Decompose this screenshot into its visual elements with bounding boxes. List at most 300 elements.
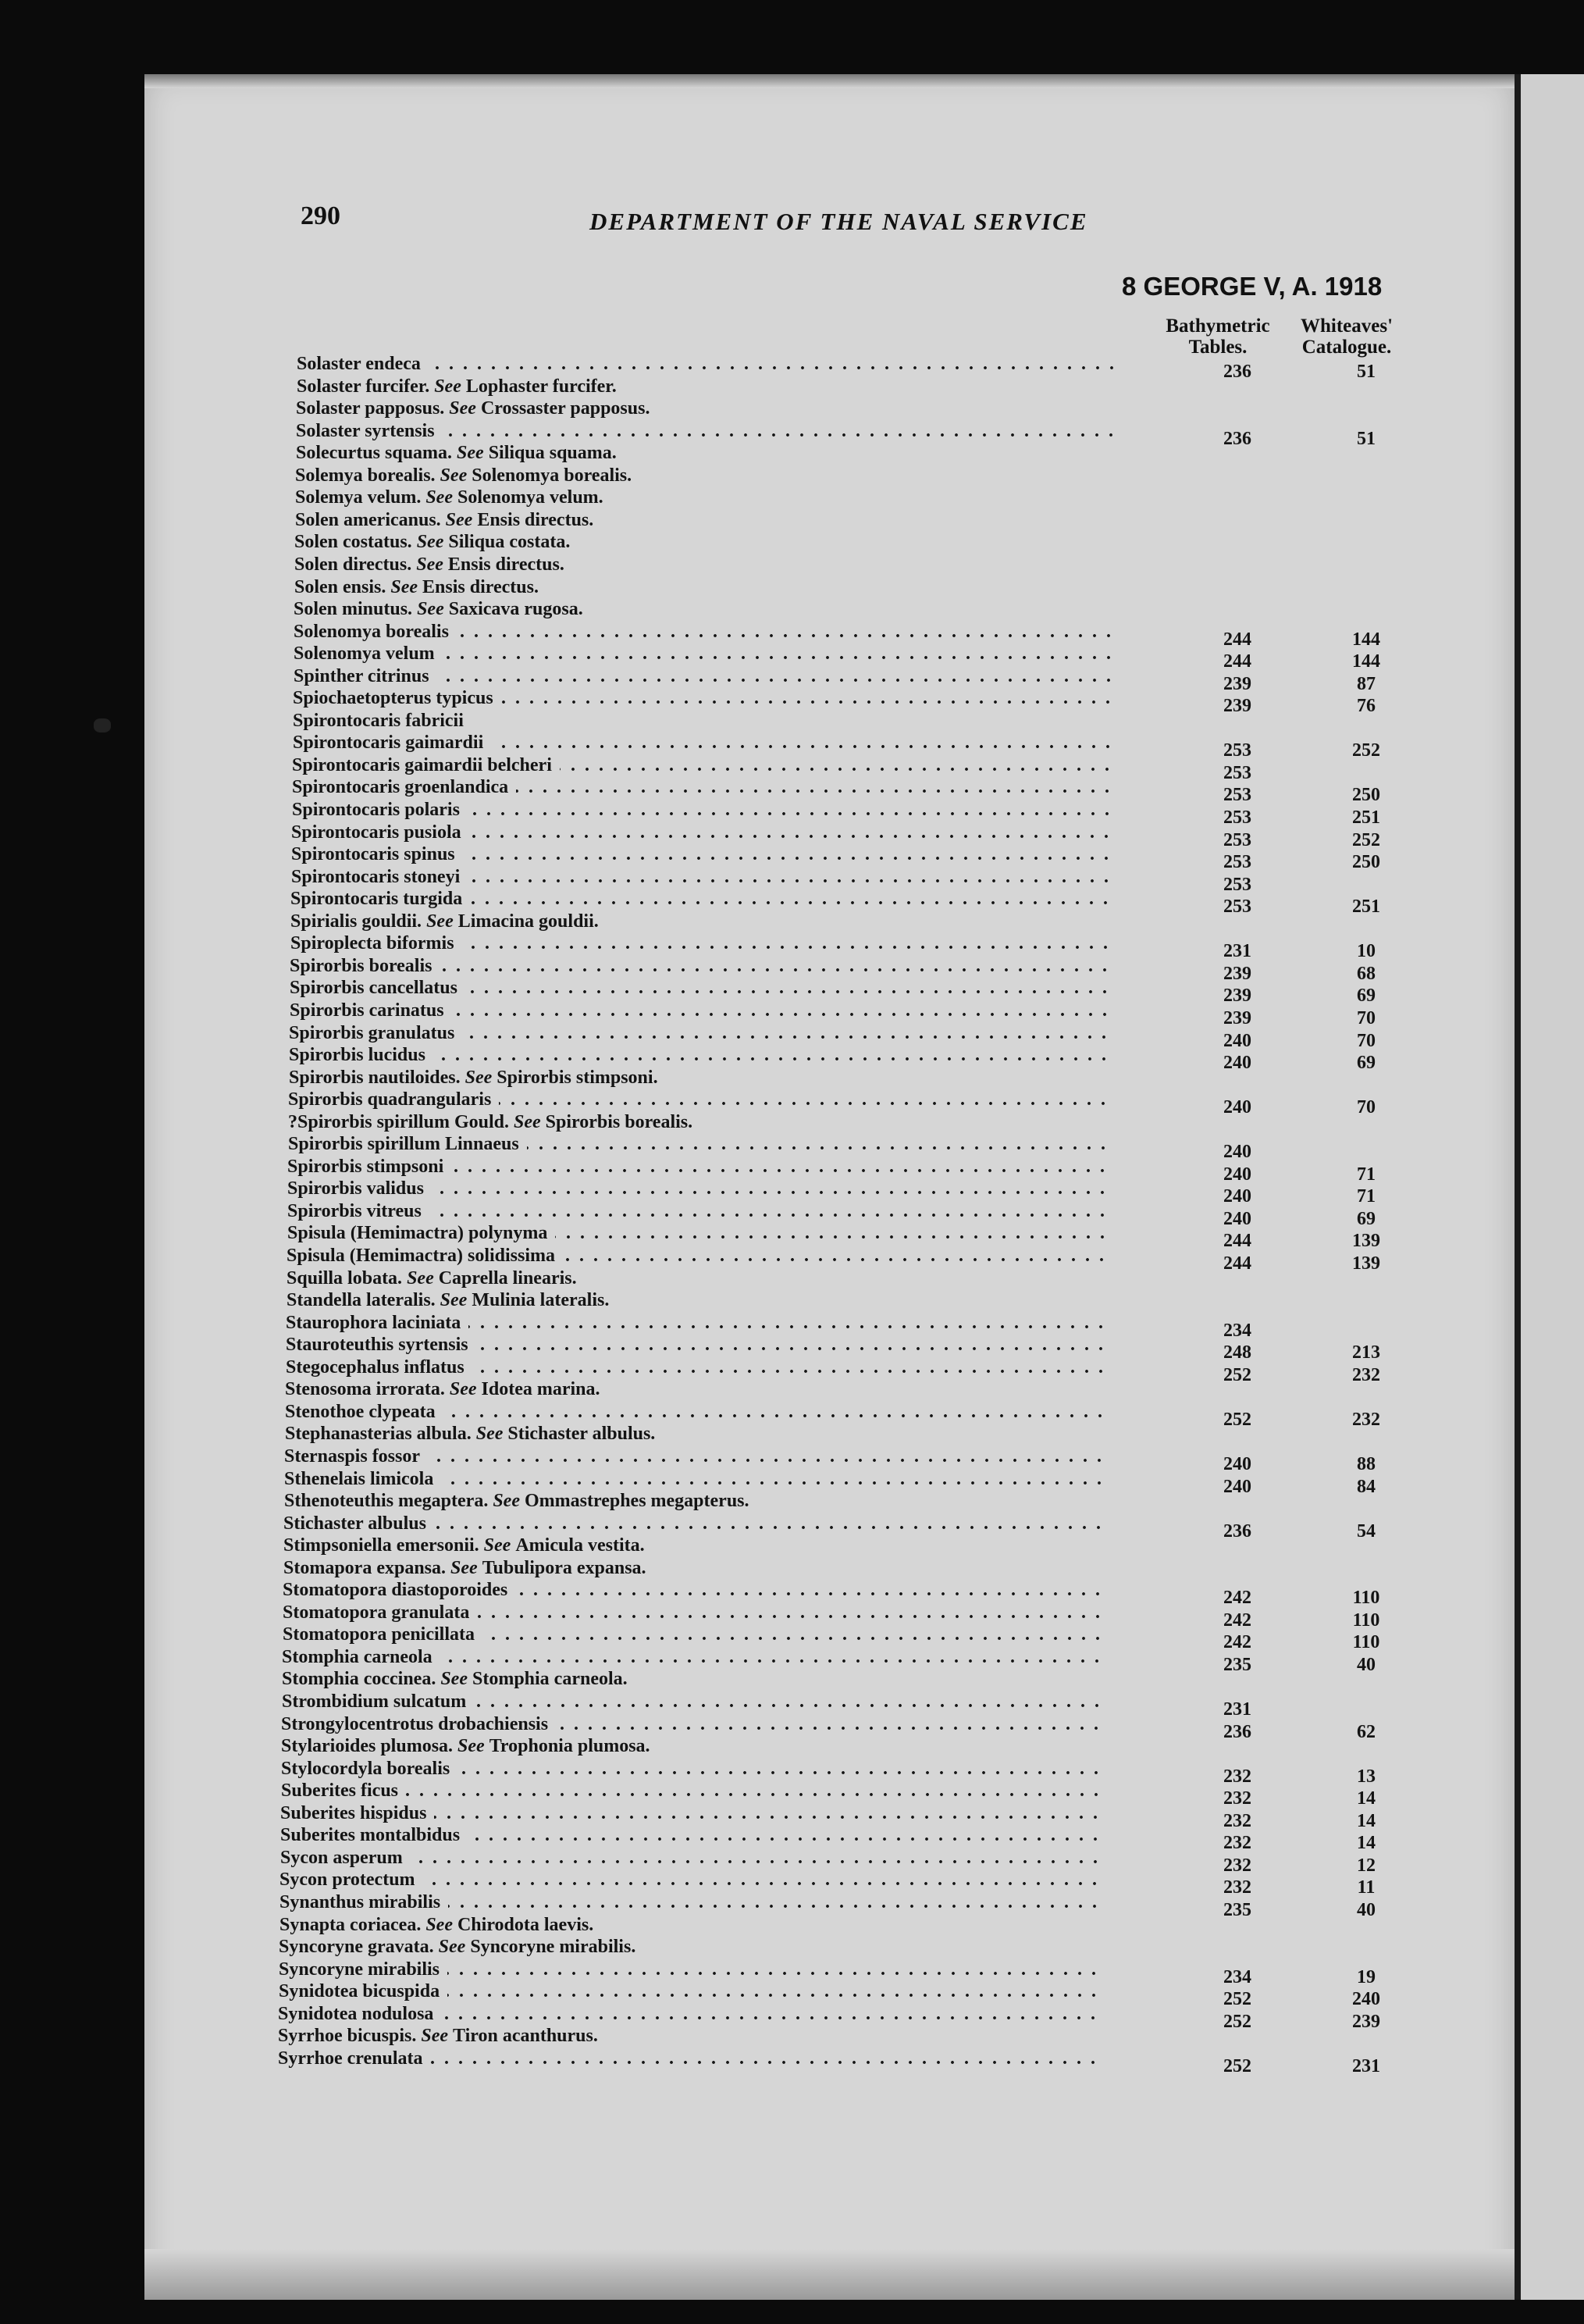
- index-entry: [287, 1178, 1458, 1207]
- bathymetric-table-page: 240: [1223, 1453, 1251, 1474]
- bathymetric-table-page: 232: [1223, 1788, 1251, 1809]
- index-entry: [278, 2003, 1449, 2032]
- entry-name: Sthenelais limicola: [284, 1468, 441, 1490]
- whiteaves-catalogue-page: 13: [1357, 1766, 1376, 1787]
- index-entry: [285, 1378, 1456, 1400]
- whiteaves-catalogue-page: 54: [1357, 1520, 1376, 1542]
- whiteaves-catalogue-page: 14: [1357, 1810, 1376, 1831]
- whiteaves-catalogue-page: 139: [1352, 1231, 1380, 1252]
- bathymetric-table-page: 253: [1223, 807, 1251, 828]
- index-entry: [295, 465, 1466, 487]
- column-header-line: Tables.: [1188, 337, 1248, 358]
- index-entry: [283, 1602, 1454, 1631]
- entry-name: Synanthus mirabilis: [279, 1891, 448, 1913]
- see-reference-target: Ensis directus.: [422, 576, 539, 597]
- see-reference-label: See: [411, 532, 449, 553]
- index-entry: [292, 776, 1463, 806]
- entry-name: Spirialis gouldii. See Limacina gouldii.: [290, 911, 599, 932]
- whiteaves-catalogue-page: 62: [1357, 1721, 1376, 1742]
- whiteaves-catalogue-page: 251: [1352, 807, 1380, 828]
- index-entry: [279, 1869, 1451, 1898]
- bathymetric-table-page: 236: [1223, 428, 1251, 449]
- whiteaves-catalogue-page: 76: [1357, 696, 1376, 717]
- bathymetric-table-page: 239: [1223, 986, 1251, 1007]
- entry-name: Solenomya borealis: [294, 621, 457, 643]
- index-entry: [296, 397, 1467, 419]
- index-entry: [297, 376, 1468, 397]
- entry-name: Sthenoteuthis megaptera. See Ommastrephes megapterus.: [284, 1491, 749, 1512]
- entry-name: Spirontocaris groenlandica: [292, 776, 516, 798]
- whiteaves-catalogue-page: 139: [1352, 1253, 1380, 1274]
- see-reference-target: Caprella linearis.: [438, 1267, 577, 1289]
- bathymetric-table-page: 232: [1223, 1766, 1251, 1787]
- entry-name: Spirontocaris turgida: [290, 888, 470, 910]
- bathymetric-table-page: 244: [1223, 1253, 1251, 1274]
- bathymetric-table-page: 232: [1223, 1855, 1251, 1876]
- bathymetric-table-page: 244: [1223, 629, 1251, 650]
- running-head: DEPARTMENT OF THE NAVAL SERVICE: [589, 208, 1088, 235]
- see-reference-label: See: [479, 1535, 516, 1556]
- whiteaves-catalogue-page: 110: [1352, 1609, 1380, 1631]
- bathymetric-table-page: 253: [1223, 785, 1251, 806]
- index-entry: [286, 1334, 1457, 1363]
- see-reference-target: Limacina gouldii.: [457, 911, 599, 932]
- bathymetric-table-page: 240: [1223, 1208, 1251, 1229]
- index-entry: [294, 531, 1465, 553]
- entry-name: Stomatopora granulata: [283, 1602, 477, 1624]
- entry-name: Spirontocaris polaris: [292, 799, 468, 821]
- bathymetric-table-page: 244: [1223, 1231, 1251, 1252]
- index-entry: [295, 487, 1466, 508]
- entry-name: Spirorbis vitreus: [287, 1200, 429, 1222]
- whiteaves-catalogue-page: 70: [1357, 1097, 1376, 1118]
- entry-name: Stenothoe clypeata: [285, 1401, 443, 1423]
- bathymetric-table-page: 236: [1223, 1520, 1251, 1542]
- entry-name: Spiochaetopterus typicus: [293, 687, 501, 709]
- bathymetric-table-page: 252: [1223, 1364, 1251, 1385]
- whiteaves-catalogue-page: 213: [1352, 1342, 1380, 1363]
- bathymetric-table-page: 253: [1223, 762, 1251, 783]
- index-entry: [282, 1668, 1453, 1690]
- index-entry: [290, 888, 1461, 918]
- index-entry: [278, 2048, 1449, 2076]
- see-reference-label: See: [440, 509, 478, 530]
- index-entry: [287, 1289, 1458, 1311]
- entry-name: Suberites hispidus: [280, 1802, 434, 1824]
- entry-name: Spirontocaris gaimardii belcheri: [292, 754, 560, 776]
- entry-name: Solen minutus. See Saxicava rugosa.: [294, 599, 583, 620]
- bathymetric-table-page: 234: [1223, 1320, 1251, 1341]
- bathymetric-table-page: 252: [1223, 1409, 1251, 1430]
- whiteaves-catalogue-page: 144: [1352, 629, 1380, 650]
- bathymetric-table-page: 253: [1223, 852, 1251, 873]
- see-reference-label: See: [452, 443, 489, 464]
- see-reference-target: Syncoryne mirabilis.: [470, 1937, 636, 1958]
- whiteaves-catalogue-page: 110: [1352, 1588, 1380, 1609]
- see-reference-target: Ensis directus.: [447, 554, 564, 575]
- index-entry: [290, 955, 1461, 984]
- see-reference-target: Siliqua squama.: [488, 443, 617, 464]
- index-entry: [281, 1758, 1452, 1787]
- entry-name: Solaster endeca: [297, 353, 429, 375]
- entry-name: Spirontocaris stoneyi: [291, 866, 468, 888]
- whiteaves-catalogue-page: 68: [1357, 963, 1376, 984]
- bathymetric-table-page: 239: [1223, 963, 1251, 984]
- whiteaves-catalogue-page: 252: [1352, 740, 1380, 761]
- see-reference-target: Siliqua costata.: [448, 532, 571, 553]
- see-reference-label: See: [446, 1557, 482, 1578]
- see-reference-target: Amicula vestita.: [515, 1535, 645, 1556]
- session-label: 8 GEORGE V, A. 1918: [1122, 272, 1383, 301]
- index-entry: [290, 911, 1461, 932]
- bathymetric-table-page: 232: [1223, 1810, 1251, 1831]
- entry-name: Solen costatus. See Siliqua costata.: [294, 532, 571, 553]
- bathymetric-table-page: 253: [1223, 896, 1251, 918]
- index-entry: [294, 665, 1465, 694]
- see-reference-label: See: [421, 1914, 457, 1935]
- index-entry: [291, 866, 1462, 895]
- see-reference-label: See: [416, 2026, 454, 2047]
- page-bottom-edge: [144, 2249, 1515, 2300]
- whiteaves-catalogue-page: 51: [1357, 428, 1376, 449]
- entry-name: Squilla lobata. See Caprella linearis.: [287, 1267, 577, 1289]
- entry-name: Solemya velum. See Solenomya velum.: [295, 487, 603, 508]
- index-entry: [288, 1089, 1459, 1118]
- see-reference-label: See: [436, 1669, 472, 1690]
- see-reference-target: Ommastrephes megapterus.: [524, 1491, 749, 1512]
- index-entry: [287, 1267, 1458, 1289]
- entry-name: Solen ensis. See Ensis directus.: [294, 576, 539, 597]
- index-entry: [281, 1735, 1452, 1757]
- index-entry: [280, 1824, 1451, 1854]
- bathymetric-table-page: 240: [1223, 1030, 1251, 1051]
- entry-name: Sternaspis fossor: [284, 1445, 428, 1467]
- whiteaves-catalogue-page: 14: [1357, 1833, 1376, 1854]
- bathymetric-table-page: 248: [1223, 1342, 1251, 1363]
- index-entry: [288, 1111, 1459, 1133]
- whiteaves-catalogue-page: 232: [1352, 1409, 1380, 1430]
- index-entry: [282, 1691, 1453, 1720]
- bathymetric-table-page: 240: [1223, 1476, 1251, 1497]
- index-entry: [290, 977, 1461, 1007]
- see-reference-target: Spirorbis borealis.: [545, 1111, 693, 1132]
- see-reference-target: Stomphia carneola.: [472, 1669, 628, 1690]
- entry-name: Spirorbis quadrangularis: [288, 1089, 499, 1110]
- column-header-line: Catalogue.: [1301, 337, 1392, 358]
- next-page-edge: [1521, 74, 1584, 2300]
- column-header-line: Bathymetric: [1166, 315, 1270, 337]
- see-reference-label: See: [471, 1424, 508, 1445]
- whiteaves-catalogue-page: 40: [1357, 1899, 1376, 1920]
- index-entry: [294, 643, 1465, 672]
- whiteaves-catalogue-page: 19: [1357, 1966, 1376, 1987]
- see-reference-target: Solenomya velum.: [457, 487, 603, 508]
- see-reference-label: See: [444, 398, 481, 419]
- scan-mark: [94, 718, 111, 732]
- see-reference-target: Idotea marina.: [481, 1379, 600, 1400]
- entry-name: Stephanasterias albula. See Stichaster albulus.: [285, 1424, 656, 1445]
- index-entry: [295, 509, 1466, 531]
- bathymetric-table-page: 252: [1223, 1989, 1251, 2010]
- bathymetric-table-page: 239: [1223, 696, 1251, 717]
- entry-name: Synidotea bicuspida: [279, 1980, 447, 2002]
- index-entry: [279, 1891, 1451, 1920]
- whiteaves-catalogue-page: 252: [1352, 829, 1380, 850]
- index-entry: [283, 1557, 1454, 1579]
- index-entry: [294, 621, 1465, 650]
- entry-name: Solen americanus. See Ensis directus.: [295, 509, 594, 530]
- see-reference-label: See: [444, 1379, 482, 1400]
- entry-name: Spirorbis stimpsoni: [287, 1156, 451, 1178]
- index-entry: [279, 1980, 1450, 2010]
- see-reference-target: Stichaster albulus.: [507, 1424, 656, 1445]
- entry-name: Suberites montalbidus: [280, 1824, 468, 1846]
- entry-name: Stomapora expansa. See Tubulipora expansa.: [283, 1557, 646, 1578]
- whiteaves-catalogue-page: 51: [1357, 362, 1376, 382]
- index-entry: [284, 1490, 1455, 1512]
- index-entry: [280, 1802, 1451, 1831]
- bathymetric-table-page: 235: [1223, 1654, 1251, 1675]
- entry-name: Standella lateralis. See Mulinia lateralis.: [287, 1290, 610, 1311]
- index-entry: [290, 932, 1461, 962]
- entry-name: Sycon protectum: [279, 1869, 423, 1891]
- see-reference-target: Spirorbis stimpsoni.: [497, 1067, 658, 1088]
- see-reference-label: See: [411, 554, 448, 575]
- index-entry: [278, 2025, 1449, 2047]
- whiteaves-catalogue-page: 11: [1357, 1877, 1376, 1898]
- entry-name: Stegocephalus inflatus: [286, 1356, 472, 1378]
- see-reference-label: See: [435, 1290, 472, 1311]
- see-reference-target: Saxicava rugosa.: [448, 599, 583, 620]
- page-top-edge: [144, 74, 1515, 88]
- see-reference-target: Tiron acanthurus.: [453, 2026, 598, 2047]
- entry-name: Syncoryne gravata. See Syncoryne mirabilis.: [279, 1937, 636, 1958]
- index-entry: [287, 1222, 1458, 1252]
- see-reference-label: See: [508, 1111, 546, 1132]
- whiteaves-catalogue-page: 84: [1357, 1476, 1376, 1497]
- whiteaves-catalogue-page: 71: [1357, 1164, 1376, 1185]
- index-entry: [294, 576, 1465, 598]
- entry-name: Spirorbis granulatus: [289, 1022, 462, 1044]
- index-entry: [291, 843, 1462, 873]
- entry-name: Suberites ficus: [281, 1780, 406, 1802]
- entry-name: Stomphia coccinea. See Stomphia carneola.: [282, 1669, 628, 1690]
- entry-name: Spirontocaris gaimardii: [293, 732, 491, 754]
- entry-name: Synapta coriacea. See Chirodota laevis.: [279, 1914, 594, 1935]
- bathymetric-table-page: 240: [1223, 1097, 1251, 1118]
- bathymetric-table-page: 253: [1223, 829, 1251, 850]
- whiteaves-catalogue-page: 240: [1352, 1989, 1380, 2010]
- bathymetric-table-page: 252: [1223, 2011, 1251, 2032]
- see-reference-label: See: [435, 465, 472, 486]
- index-entry: [291, 822, 1462, 850]
- entry-name: Spisula (Hemimactra) polynyma: [287, 1222, 555, 1244]
- entry-name: Spirontocaris fabricii: [293, 710, 464, 731]
- index-entry: [286, 1312, 1457, 1341]
- bathymetric-table-page: 239: [1223, 1007, 1251, 1028]
- whiteaves-catalogue-page: 12: [1357, 1855, 1376, 1876]
- index-entry: [288, 1133, 1459, 1163]
- bathymetric-table-page: 234: [1223, 1966, 1251, 1987]
- index-entry: [283, 1534, 1454, 1556]
- entry-name: Spirontocaris pusiola: [291, 822, 469, 843]
- index-entry: [284, 1468, 1455, 1497]
- see-reference-label: See: [422, 911, 458, 932]
- index-entry: [287, 1245, 1458, 1274]
- entry-name: Spirorbis carinatus: [290, 1000, 452, 1021]
- entry-name: Syncoryne mirabilis: [279, 1959, 447, 1980]
- entry-name: Stomatopora diastoporoides: [283, 1579, 515, 1601]
- see-reference-target: Trophonia plumosa.: [489, 1736, 650, 1757]
- entry-name: Stenosoma irrorata. See Idotea marina.: [285, 1379, 600, 1400]
- index-entry: [297, 353, 1468, 382]
- bathymetric-table-page: 239: [1223, 673, 1251, 694]
- index-entry: [283, 1579, 1454, 1609]
- bathymetric-table-page: 231: [1223, 1699, 1251, 1720]
- bathymetric-table-page: 242: [1223, 1632, 1251, 1653]
- entry-name: Solecurtus squama. See Siliqua squama.: [296, 443, 617, 464]
- bathymetric-table-page: 235: [1223, 1899, 1251, 1920]
- whiteaves-catalogue-page: 110: [1352, 1632, 1380, 1653]
- entry-name: Syrrhoe bicuspis. See Tiron acanthurus.: [278, 2026, 598, 2047]
- bathymetric-table-page: 232: [1223, 1833, 1251, 1854]
- index-entry: [285, 1401, 1456, 1430]
- index-entry: [289, 1044, 1460, 1074]
- bathymetric-table-page: 240: [1223, 1186, 1251, 1207]
- bathymetric-table-page: 252: [1223, 2055, 1251, 2076]
- entry-name: Stichaster albulus: [283, 1513, 434, 1534]
- entry-name: Strongylocentrotus drobachiensis: [281, 1713, 556, 1735]
- index-entry: [281, 1713, 1452, 1742]
- whiteaves-catalogue-page: 232: [1352, 1364, 1380, 1385]
- whiteaves-catalogue-page: 69: [1357, 986, 1376, 1007]
- entry-name: Stomphia carneola: [282, 1646, 440, 1668]
- see-reference-label: See: [460, 1067, 497, 1088]
- index-entry: [296, 442, 1467, 464]
- entry-name: Synidotea nodulosa: [278, 2003, 441, 2025]
- index-entry: [287, 1200, 1458, 1229]
- bathymetric-table-page: 242: [1223, 1609, 1251, 1631]
- entry-name: Spinther citrinus: [294, 665, 437, 687]
- whiteaves-catalogue-page: 69: [1357, 1208, 1376, 1229]
- entry-name: Solaster syrtensis: [296, 420, 443, 442]
- entry-name: Spiroplecta biformis: [290, 932, 462, 954]
- index-entry: [293, 732, 1464, 761]
- entry-name: Spirorbis lucidus: [289, 1044, 433, 1066]
- bathymetric-table-page: 240: [1223, 1142, 1251, 1163]
- see-reference-label: See: [453, 1736, 489, 1757]
- see-reference-target: Chirodota laevis.: [457, 1914, 594, 1935]
- entry-name: Syrrhoe crenulata: [278, 2048, 431, 2069]
- entry-name: Solen directus. See Ensis directus.: [294, 554, 564, 575]
- entry-name: Stylarioides plumosa. See Trophonia plumosa.: [281, 1736, 650, 1757]
- page-number: 290: [301, 201, 340, 230]
- whiteaves-catalogue-page: 69: [1357, 1053, 1376, 1074]
- index-entry: [279, 1936, 1450, 1958]
- entry-name: Spirorbis nautiloides. See Spirorbis stimpsoni.: [289, 1067, 658, 1088]
- entry-name: Staurophora laciniata: [286, 1312, 468, 1334]
- entry-name: Stomatopora penicillata: [283, 1624, 482, 1645]
- entry-name: Stylocordyla borealis: [281, 1758, 457, 1780]
- see-reference-target: Tubulipora expansa.: [482, 1557, 646, 1578]
- index-entry: [284, 1445, 1455, 1474]
- whiteaves-catalogue-page: 71: [1357, 1186, 1376, 1207]
- index-entry: [286, 1356, 1457, 1385]
- index-entry: [292, 754, 1463, 783]
- bathymetric-table-page: 253: [1223, 874, 1251, 895]
- column-header-line: Whiteaves': [1300, 315, 1394, 337]
- index-entry: [287, 1156, 1458, 1185]
- index-entry: [283, 1624, 1454, 1653]
- entry-name: ?Spirorbis spirillum Gould. See Spirorbis borealis.: [288, 1111, 693, 1132]
- whiteaves-catalogue-page: 70: [1357, 1007, 1376, 1028]
- index-entry: [296, 420, 1467, 449]
- see-reference-label: See: [433, 1937, 471, 1958]
- column-header-whiteaves: [1280, 315, 1413, 358]
- see-reference-target: Lophaster furcifer.: [465, 376, 617, 397]
- entry-name: Solaster papposus. See Crossaster papposus.: [296, 398, 650, 419]
- entry-name: Spirontocaris spinus: [291, 843, 463, 865]
- entry-name: Stimpsoniella emersonii. See Amicula vestita.: [283, 1535, 645, 1556]
- whiteaves-catalogue-page: 239: [1352, 2011, 1380, 2032]
- see-reference-label: See: [386, 576, 423, 597]
- index-entry: [293, 710, 1464, 732]
- see-reference-target: Ensis directus.: [477, 509, 594, 530]
- whiteaves-catalogue-page: 10: [1357, 941, 1376, 962]
- see-reference-label: See: [488, 1491, 525, 1512]
- whiteaves-catalogue-page: 231: [1352, 2055, 1380, 2076]
- index-entry: [279, 1959, 1450, 1987]
- see-reference-target: Solenomya borealis.: [472, 465, 632, 486]
- entry-name: Sycon asperum: [280, 1847, 411, 1869]
- entry-name: Solaster furcifer. See Lophaster furcifer.: [297, 376, 617, 397]
- index-entry: [294, 598, 1465, 620]
- bathymetric-table-page: 242: [1223, 1588, 1251, 1609]
- whiteaves-catalogue-page: 88: [1357, 1453, 1376, 1474]
- bathymetric-table-page: 244: [1223, 651, 1251, 672]
- bathymetric-table-page: 236: [1223, 362, 1251, 382]
- index-entry: [280, 1847, 1451, 1876]
- whiteaves-catalogue-page: 14: [1357, 1788, 1376, 1809]
- index-entry: [290, 1000, 1461, 1028]
- whiteaves-catalogue-page: 250: [1352, 785, 1380, 806]
- see-reference-target: Crossaster papposus.: [480, 398, 650, 419]
- bathymetric-table-page: 232: [1223, 1877, 1251, 1898]
- index-entry: [292, 799, 1463, 828]
- entry-name: Spirorbis spirillum Linnaeus: [288, 1133, 527, 1155]
- index-entry: [293, 687, 1464, 717]
- whiteaves-catalogue-page: 40: [1357, 1654, 1376, 1675]
- whiteaves-catalogue-page: 251: [1352, 896, 1380, 918]
- see-reference-label: See: [402, 1267, 439, 1289]
- entry-name: Solemya borealis. See Solenomya borealis.: [295, 465, 632, 486]
- entry-name: Spirorbis cancellatus: [290, 977, 465, 999]
- see-reference-label: See: [412, 599, 449, 620]
- bathymetric-table-page: 236: [1223, 1721, 1251, 1742]
- index-entry: [285, 1423, 1456, 1445]
- see-reference-label: See: [429, 376, 466, 397]
- page-gutter: [1515, 74, 1521, 2300]
- index-entry: [283, 1513, 1454, 1542]
- index-entry: [294, 554, 1465, 576]
- index-entry: [289, 1022, 1460, 1051]
- entry-name: Stauroteuthis syrtensis: [286, 1334, 476, 1356]
- index-entry: [289, 1067, 1460, 1089]
- see-reference-target: Mulinia lateralis.: [472, 1290, 610, 1311]
- index-entry: [279, 1914, 1451, 1936]
- see-reference-label: See: [421, 487, 457, 508]
- bathymetric-table-page: 231: [1223, 941, 1251, 962]
